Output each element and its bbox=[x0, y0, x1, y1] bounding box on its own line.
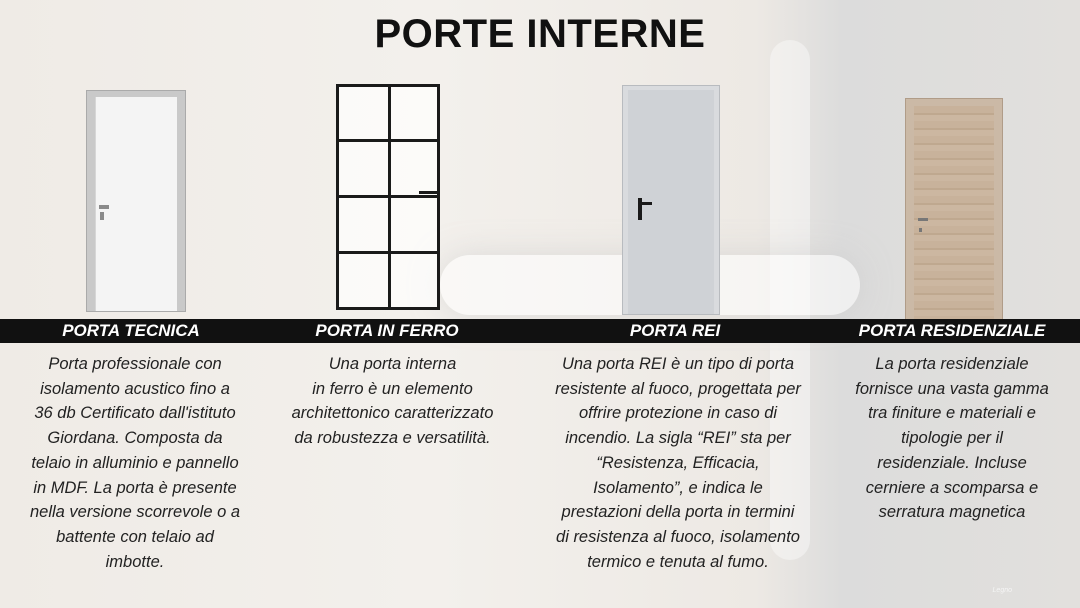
label-porta-ferro: PORTA IN FERRO bbox=[315, 321, 459, 340]
description-porta-ferro: Una porta interna in ferro è un elemento architettonico caratterizzato da robustezza e versatilità. bbox=[291, 355, 494, 448]
description-porta-residenziale: La porta residenziale fornisce una vasta gamma tra finiture e materiali e tipologie per il residenziale. Incluse cerniere a scomparsa e serratura magnetica bbox=[855, 355, 1049, 522]
label-porta-residenziale: PORTA RESIDENZIALE bbox=[858, 321, 1046, 340]
porta-ferro-image bbox=[336, 84, 440, 310]
brand-logo: Legno bbox=[992, 587, 1012, 594]
label-porta-tecnica: PORTA TECNICA bbox=[62, 321, 200, 340]
page-title: PORTE INTERNE bbox=[374, 12, 706, 56]
description-porta-tecnica: Porta professionale con isolamento acustico fino a 36 db Certificato dall'istituto Giordana. Composta da telaio in alluminio e pannello in MDF. La porta è presente nella versione scorrevole o a battente con telaio ad imbotte. bbox=[29, 355, 241, 571]
porta-tecnica-image bbox=[86, 90, 186, 312]
porta-residenziale-image bbox=[905, 98, 1003, 320]
description-porta-rei: Una porta REI è un tipo di porta resistente al fuoco, progettata per offrire protezione in caso di incendio. La sigla “REI” sta per “Resistenza, Efficacia, Isolamento”, e indica le prestazioni della porta in termini di resistenza al fuoco, isolamento termico e tenuta al fumo. bbox=[555, 355, 801, 571]
label-porta-rei: PORTA REI bbox=[629, 321, 721, 340]
porta-rei-image bbox=[622, 85, 720, 315]
